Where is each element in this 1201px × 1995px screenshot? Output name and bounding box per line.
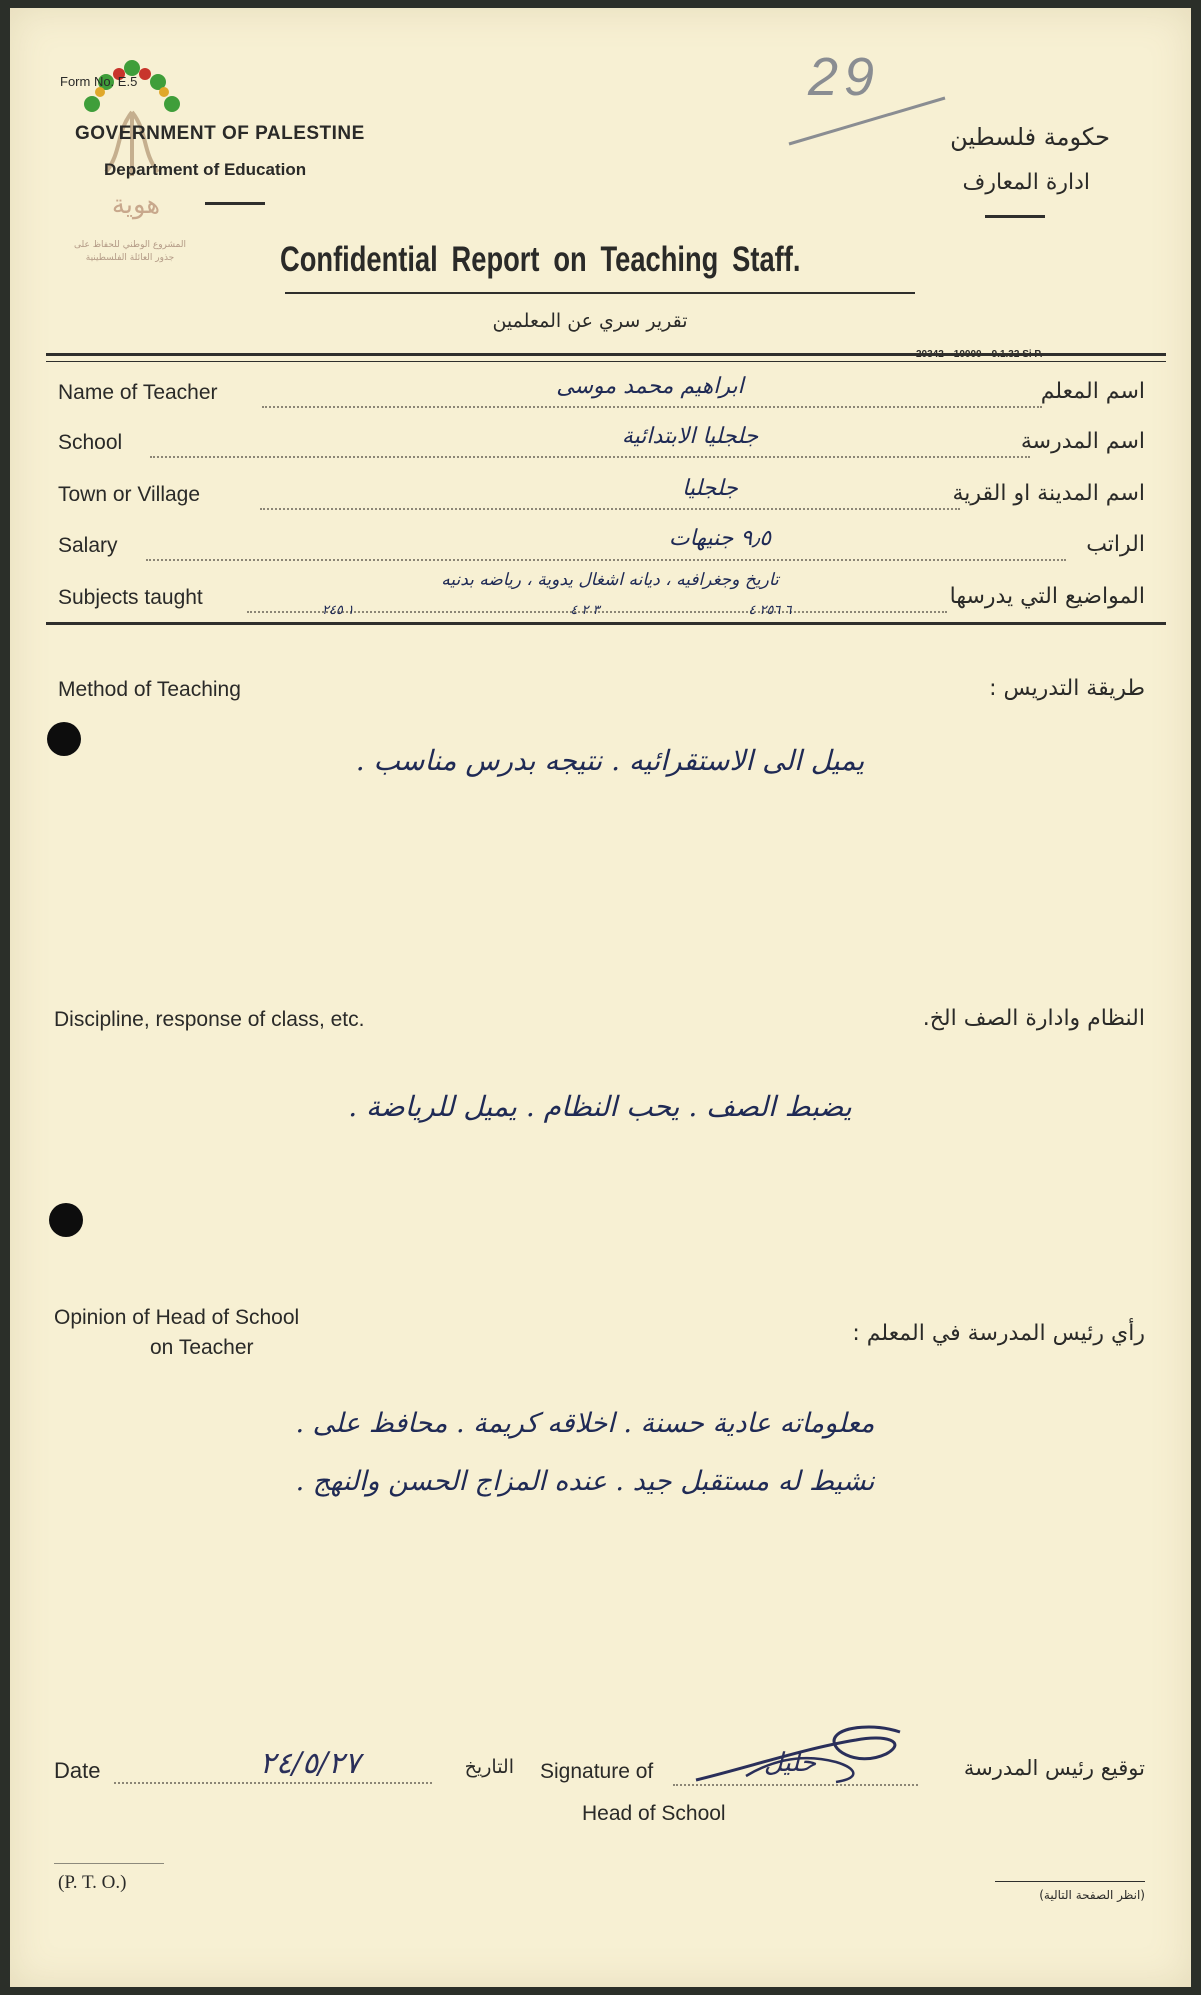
head-of-school-label: Head of School: [582, 1802, 726, 1825]
department-title-ar: ادارة المعارف: [962, 170, 1090, 195]
dots-name: [262, 406, 1042, 408]
subjects-periods-3: ٦ ٢٥٦ ٤: [748, 603, 792, 618]
value-subjects[interactable]: تاريخ وجغرافيه ، ديانه اشغال يدوية ، رياضه بدنيه: [441, 570, 779, 590]
label-subjects-en: Subjects taught: [58, 586, 203, 609]
pto-en: (P. T. O.): [58, 1872, 127, 1893]
opinion-label-en-1: Opinion of Head of School: [54, 1306, 300, 1329]
dots-salary: [146, 559, 1066, 561]
watermark-caption-1: المشروع الوطني للحفاظ على: [73, 240, 186, 250]
date-label-ar: التاريخ: [464, 1756, 514, 1778]
discipline-label-ar: النظام وادارة الصف الخ.: [922, 1006, 1145, 1031]
title-underline: [285, 292, 915, 294]
government-title-ar: حكومة فلسطين: [950, 123, 1110, 151]
government-title-en: GOVERNMENT OF PALESTINE: [75, 123, 365, 144]
label-school-ar: اسم المدرسة: [1020, 429, 1145, 454]
pto-right-rule: [995, 1881, 1145, 1882]
subjects-periods-1: ١ ٢٤٥: [321, 603, 355, 618]
pto-ar: (انظر الصفحة التالية): [1039, 1888, 1145, 1902]
signature-scribble-icon: [686, 1718, 916, 1798]
fields-top-rule: [46, 353, 1166, 356]
label-salary-en: Salary: [58, 534, 118, 557]
discipline-label-en: Discipline, response of class, etc.: [54, 1008, 365, 1031]
archive-number: 29: [808, 47, 881, 107]
value-school[interactable]: جلجليا الابتدائية: [621, 424, 759, 449]
signature-label-en: Signature of: [540, 1760, 654, 1783]
header-right-dash: [985, 215, 1045, 218]
fields-top-rule-2: [46, 361, 1166, 362]
watermark-brand: هوية: [111, 190, 161, 220]
opinion-label-en-2: on Teacher: [150, 1336, 254, 1359]
subjects-periods-2: ٣ ٢ ٤: [570, 603, 600, 618]
dots-school: [150, 456, 1030, 458]
label-school-en: School: [58, 431, 123, 454]
date-value[interactable]: ٢٤/٥/٢٧: [259, 1746, 361, 1781]
header-left-dash: [205, 202, 265, 205]
label-town-ar: اسم المدينة او القرية: [952, 481, 1145, 506]
form-number: Form No. E.5: [60, 74, 138, 89]
punch-hole-top: [47, 722, 81, 756]
department-title-en: Department of Education: [104, 160, 307, 179]
value-name[interactable]: ابراهيم محمد موسى: [556, 374, 744, 399]
date-label-en: Date: [54, 1758, 101, 1783]
discipline-value[interactable]: يضبط الصف . يحب النظام . يميل للرياضة .: [348, 1090, 852, 1123]
label-name-ar: اسم المعلم: [1040, 379, 1145, 404]
method-label-en: Method of Teaching: [58, 678, 241, 701]
dots-town: [260, 508, 960, 510]
report-form-page: [10, 8, 1191, 1987]
label-name-en: Name of Teacher: [58, 381, 218, 404]
signature-value[interactable]: خليل: [763, 1748, 817, 1778]
fields-bottom-rule: [46, 622, 1166, 625]
label-town-en: Town or Village: [58, 483, 201, 506]
label-subjects-ar: المواضيع التي يدرسها: [949, 584, 1145, 609]
method-label-ar: طريقة التدريس :: [989, 676, 1145, 701]
value-salary[interactable]: ٩٫٥ جنيهات: [668, 526, 772, 551]
watermark-caption-2: جذور العائلة الفلسطينية: [85, 253, 175, 263]
pto-left-rule: [54, 1863, 164, 1864]
report-title-ar: تقرير سري عن المعلمين: [492, 310, 688, 332]
signature-label-ar: توقيع رئيس المدرسة: [963, 1756, 1145, 1780]
method-value[interactable]: يميل الى الاستقرائيه . نتيجه بدرس مناسب .: [355, 744, 865, 777]
value-town[interactable]: جلجليا: [682, 476, 738, 501]
label-salary-ar: الراتب: [1086, 532, 1145, 557]
opinion-value-2[interactable]: نشيط له مستقبل جيد . عنده المزاج الحسن والنهج .: [295, 1466, 875, 1497]
report-title-en: Confidential Report on Teaching Staff.: [280, 240, 801, 279]
dots-date: [114, 1782, 432, 1784]
opinion-value-1[interactable]: معلوماته عادية حسنة . اخلاقه كريمة . محافظ على .: [295, 1408, 875, 1439]
opinion-label-ar: رأي رئيس المدرسة في المعلم :: [852, 1321, 1145, 1346]
punch-hole-bottom: [49, 1203, 83, 1237]
